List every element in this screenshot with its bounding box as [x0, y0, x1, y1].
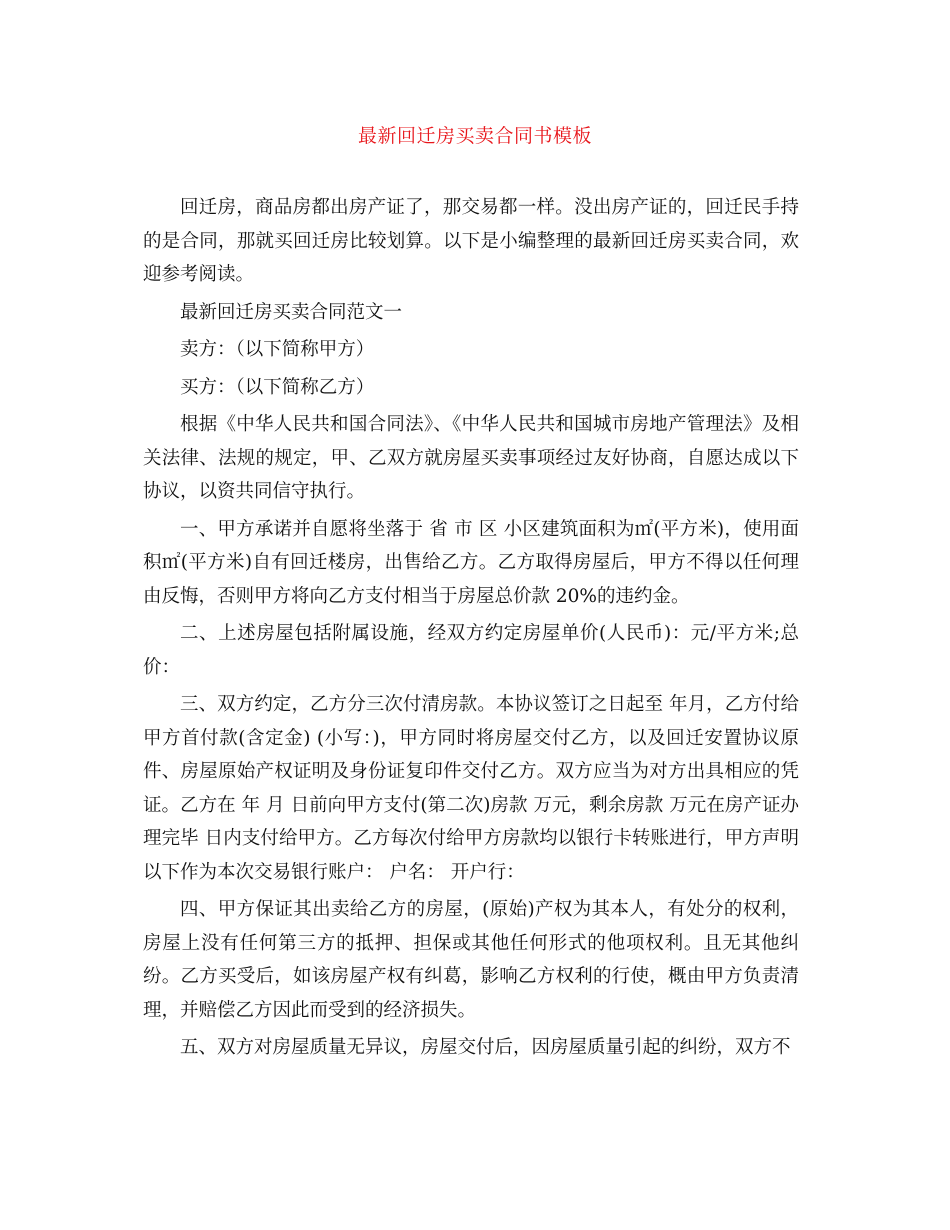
- paragraph-clause-1: 一、甲方承诺并自愿将坐落于 省 市 区 小区建筑面积为㎡(平方米)，使用面积㎡(平方米)自有回迁楼房，出售给乙方。乙方取得房屋后，甲方不得以任何理由反悔，否则甲方将向乙方支付相当于房屋总价款 20%的违约金。: [143, 518, 799, 607]
- paragraph-clause-3: 三、双方约定，乙方分三次付清房款。本协议签订之日起至 年月，乙方付给甲方首付款(含定金) (小写：)，甲方同时将房屋交付乙方，以及回迁安置协议原件、房屋原始产权证明及身份证复印件交付乙方。双方应当为对方出具相应的凭证。乙方在 年 月 日前向甲方支付(第二次)房款 万元，剩余房款 万元在房产证办理完毕 日内支付给甲方。乙方每次付给甲方房款均以银行卡转账进行，甲方声明以下作为本次交易银行账户： 户名： 开户行：: [143, 694, 799, 883]
- document-title: 最新回迁房买卖合同书模板: [357, 125, 592, 147]
- paragraph-sample-heading: 最新回迁房买卖合同范文一: [180, 301, 403, 323]
- paragraph-clause-2: 二、上述房屋包括附属设施，经双方约定房屋单价(人民币)：元/平方米;总价：: [143, 623, 799, 678]
- paragraph-clause-4: 四、甲方保证其出卖给乙方的房屋，(原始)产权为其本人，有处分的权利，房屋上没有任何第三方的抵押、担保或其他任何形式的他项权利。且无其他纠纷。乙方买受后，如该房屋产权有纠葛，影响乙方权利的行使，概由甲方负责清理，并赔偿乙方因此而受到的经济损失。: [143, 899, 799, 1021]
- document-body: [143, 191, 799, 1069]
- paragraph-preamble: 根据《中华人民共和国合同法》、《中华人民共和国城市房地产管理法》及相关法律、法规的规定，甲、乙双方就房屋买卖事项经过友好协商，自愿达成以下协议，以资共同信守执行。: [143, 414, 799, 502]
- paragraph-clause-5: 五、双方对房屋质量无异议，房屋交付后，因房屋质量引起的纠纷，双方不: [180, 1037, 791, 1058]
- paragraph-buyer: 买方：（以下简称乙方）: [180, 376, 375, 398]
- paragraph-seller: 卖方：（以下简称甲方）: [180, 339, 375, 360]
- paragraph-intro: 回迁房，商品房都出房产证了，那交易都一样。没出房产证的，回迁民手持的是合同，那就买回迁房比较划算。以下是小编整理的最新回迁房买卖合同，欢迎参考阅读。: [143, 197, 799, 285]
